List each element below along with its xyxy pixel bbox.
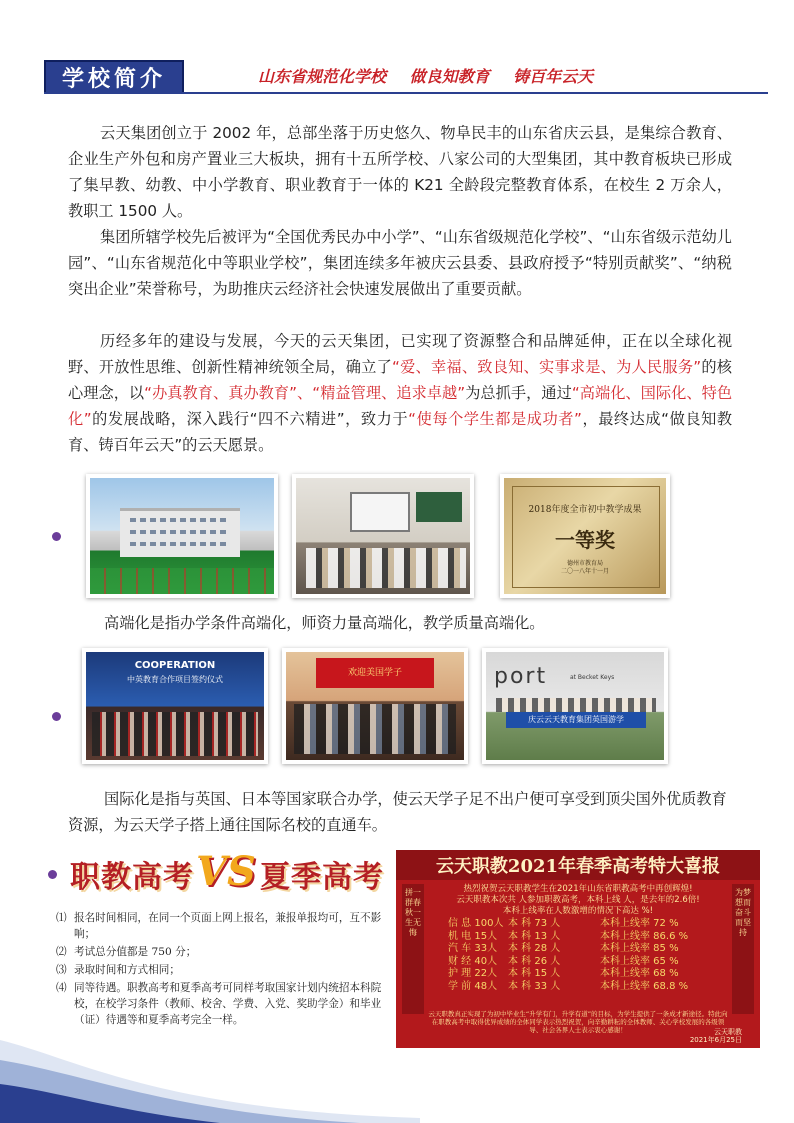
- poster-left-band: 拼一群春秋一生无悔: [402, 884, 424, 1014]
- result-row: 财 经 40人 本 科 26 人 本科上线率 65 %: [448, 955, 679, 967]
- core-values-highlight: “爱、幸福、致良知、实事求是、为人民服务”: [392, 358, 702, 376]
- result-row: 汽 车 33人 本 科 28 人 本科上线率 85 %: [448, 943, 679, 954]
- header-rule: [44, 92, 768, 94]
- p3-text-2: 的核心理念，以: [68, 358, 732, 402]
- p3-text-3: 为总抓手，通过: [465, 384, 572, 402]
- classroom-photo: [292, 474, 474, 598]
- intro-paragraph-2: 集团所辖学校先后被评为“全国优秀民办中小学”、“山东省级规范化学校”、“山东省级示范幼儿园”、“山东省规范化中等职业学校”，集团连续多年被庆云县委、县政府授予“特别贡献奖”、“纳税突出企业”荣誉称号，为助推庆云经济社会快速发展做出了重要贡献。: [68, 228, 732, 298]
- uk-study-tour-photo: [482, 648, 668, 764]
- rule-item: ⑶ 录取时间和方式相同；: [56, 964, 180, 976]
- decorative-wave: [0, 1000, 420, 1123]
- exam-results-poster: [396, 850, 760, 1048]
- header-slogan: 山东省规范化学校 做良知教育 铸百年云天: [258, 67, 594, 86]
- handle-highlight: “办真教育、真办教育”、“精益管理、追求卓越”: [144, 384, 466, 402]
- summer-exam-word: 夏季高考: [260, 860, 384, 895]
- result-row: 信 息 100人 本 科 73 人 本科上线率 72 %: [448, 918, 679, 929]
- poster-signature: 云天职教 2021年6月25日: [689, 1028, 742, 1044]
- welcome-banner: 欢迎美国学子: [316, 658, 434, 688]
- result-row: 护 理 22人 本 科 15 人 本科上线率 68 %: [448, 968, 679, 979]
- coop-en: COOPERATION: [134, 660, 216, 671]
- bullet-dot: [52, 532, 61, 541]
- intro-paragraph-3: [68, 328, 732, 458]
- p3-text-4: 的发展战略，深入践行“四不六精进”，致力于: [91, 410, 409, 428]
- strategy-highlight: “高端化、国际化、特色化”: [68, 384, 733, 428]
- signing-ceremony-photo: [82, 648, 268, 764]
- p3-text-5: ，最终达成“做良知教育、铸百年云天”的云天愿景。: [68, 410, 733, 454]
- award-line-4: 二〇一八年十一月: [560, 568, 609, 575]
- intro-paragraph-1: 云天集团创立于 2002 年，总部坐落于历史悠久、物阜民丰的山东省庆云县，是集综合教育、企业生产外包和房产置业三大板块，拥有十五所学校、八家公司的大型集团，其中教育板块已形成了集早教、幼教、中小学教育、职业教育于一体的 K21 全龄段完整教育体系，在校生 2 万余人，教职工 1500 人。: [68, 124, 732, 220]
- result-row: 机 电 15人 本 科 13 人 本科上线率 86.6 %: [448, 930, 689, 942]
- poster-title: 云天职教2021年春季高考特大喜报: [396, 850, 760, 880]
- poster-congrats: 热烈祝贺云天职教学生在2021年山东省职教高考中再创辉煌! 云天职教本次共 人参加职教高考，本科上线 人，是去年的2.6倍! 本科上线率在人数激增的情况下高达 %!: [456, 884, 700, 916]
- bullet-dot: [52, 712, 61, 721]
- poster-results-table: [448, 918, 710, 993]
- bullet-dot: [48, 870, 57, 879]
- port-sign: port: [494, 664, 548, 689]
- vs-mark: VS: [196, 848, 256, 895]
- exam-compare-title: [70, 848, 390, 902]
- vocational-exam-word: 职教高考: [70, 860, 194, 895]
- result-row: 学 前 48人 本 科 33 人 本科上线率 68.8 %: [448, 980, 689, 992]
- section-title-tab: 学校简介: [44, 60, 184, 94]
- goal-highlight: “使每个学生都是成功者”: [408, 410, 582, 428]
- p3-text-1: 历经多年的建设与发展，今天的云天集团，已实现了资源整合和品牌延伸，正在以全球化视野、开放性思维、创新性精神统领全局，确立了: [68, 332, 732, 376]
- international-caption: 国际化是指与英国、日本等国家联合办学，使云天学子足不出户便可享受到顶尖国外优质教育资源，为云天学子搭上通往国际名校的直通车。: [68, 790, 727, 834]
- award-line-2: 一等奖: [555, 528, 615, 552]
- high-end-caption: 高端化是指办学条件高端化，师资力量高端化，教学质量高端化。: [104, 614, 545, 632]
- campus-building-photo: [86, 474, 278, 598]
- rule-item: ⑷ 同等待遇。职教高考和夏季高考可同样考取国家计划内统招本科院校，在校学习条件（教师、校舍、学费、入党、奖助学金）和毕业（证）待遇等和夏季高考完全一样。: [56, 982, 382, 1026]
- tour-banner: 庆云云天教育集团英国游学: [506, 712, 646, 728]
- becket-sign: at Becket Keys: [570, 674, 615, 681]
- rule-item: ⑵ 考试总分值都是 750 分；: [56, 946, 197, 958]
- award-line-1: 2018年度全市初中教学成果: [528, 505, 642, 515]
- poster-footer-text: 云天职教真正实现了为初中毕业生“升学有门，升学有道”的目标，为学生提供了一条成才新途径。特此向在职教高考中取得优异成绩的全体同学表示热烈祝贺，向辛勤耕耘的全体教师、关心学校发展的各级领导、社会各界人士表示衷心感谢！: [428, 1010, 728, 1034]
- rule-item: ⑴ 报名时间相同，在同一个页面上网上报名，兼报单报均可，互不影响；: [56, 912, 382, 940]
- poster-right-band: 为梦想而奋斗而坚持: [732, 884, 754, 1014]
- welcome-group-photo: [282, 648, 468, 764]
- award-certificate-photo: [500, 474, 670, 598]
- coop-cn: 中英教育合作项目签约仪式: [127, 675, 223, 684]
- award-line-3: 德州市教育局: [566, 560, 603, 567]
